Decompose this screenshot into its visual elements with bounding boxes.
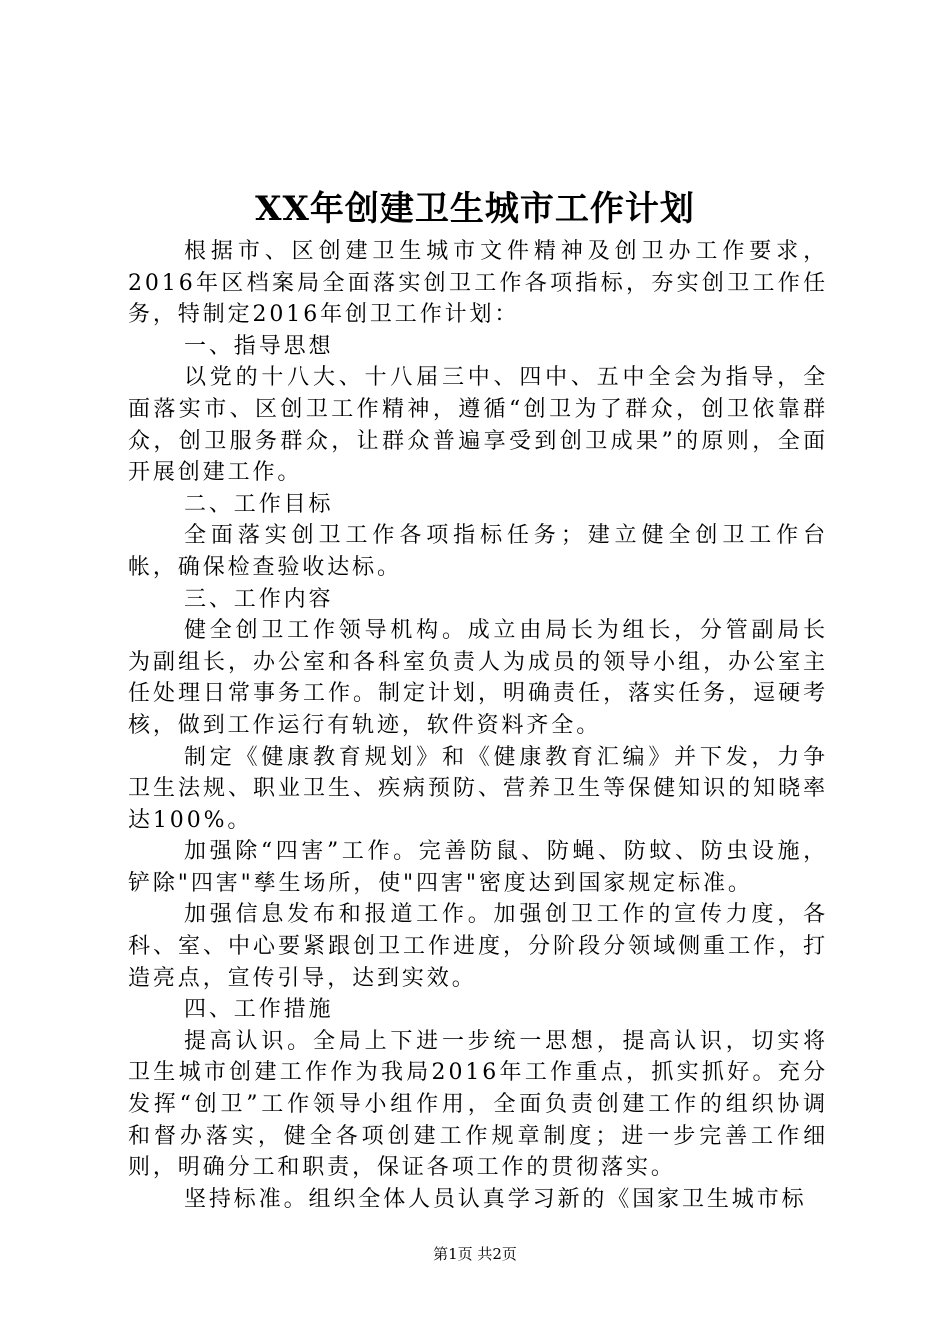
paragraph-guiding-ideology: 以党的十八大、十八届三中、四中、五中全会为指导，全面落实市、区创卫工作精神，遵循“创卫为了群众，创卫依靠群众，创卫服务群众，让群众普遍享受到创卫成果”的原则，全面开展创建工作。 [128,365,828,486]
section-heading-work-measures: 四、工作措施 [184,997,334,1023]
paragraph-intro: 根据市、区创建卫生城市文件精神及创卫办工作要求，2016年区档案局全面落实创卫工作各项指标，夯实创卫工作任务，特制定2016年创卫工作计划： [128,239,828,328]
document-body [128,236,828,1215]
section-heading-guiding-ideology: 一、指导思想 [184,333,334,359]
section-heading-work-goals: 二、工作目标 [184,491,334,517]
document-title: XX年创建卫生城市工作计划 [255,189,695,229]
paragraph-publicity: 加强信息发布和报道工作。加强创卫工作的宣传力度，各科、室、中心要紧跟创卫工作进度，分阶段分领域侧重工作，打造亮点，宣传引导，达到实效。 [128,902,828,991]
paragraph-leadership: 健全创卫工作领导机构。成立由局长为组长，分管副局长为副组长，办公室和各科室负责人为成员的领导小组，办公室主任处理日常事务工作。制定计划，明确责任，落实任务，逗硬考核，做到工作运行有轨迹，软件资料齐全。 [128,618,828,738]
section-heading-work-content: 三、工作内容 [184,586,334,612]
page-number-footer: 第1页 共2页 [433,1245,517,1263]
paragraph-work-goals: 全面落实创卫工作各项指标任务；建立健全创卫工作台帐，确保检查验收达标。 [128,523,828,580]
paragraph-standards: 坚持标准。组织全体人员认真学习新的《国家卫生城市标 [184,1186,807,1212]
paragraph-raise-awareness: 提高认识。全局上下进一步统一思想，提高认识，切实将卫生城市创建工作作为我局2016年工作重点，抓实抓好。充分发挥“创卫”工作领导小组作用，全面负责创建工作的组织协调和督办落实，健全各项创建工作规章制度；进一步完善工作细则，明确分工和职责，保证各项工作的贯彻落实。 [128,1028,828,1181]
paragraph-four-pests: 加强除“四害”工作。完善防鼠、防蝇、防蚊、防虫设施，铲除"四害"孳生场所，使"四害"密度达到国家规定标准。 [128,839,828,896]
paragraph-health-education: 制定《健康教育规划》和《健康教育汇编》并下发，力争卫生法规、职业卫生、疾病预防、营养卫生等保健知识的知晓率达100%。 [128,744,828,833]
